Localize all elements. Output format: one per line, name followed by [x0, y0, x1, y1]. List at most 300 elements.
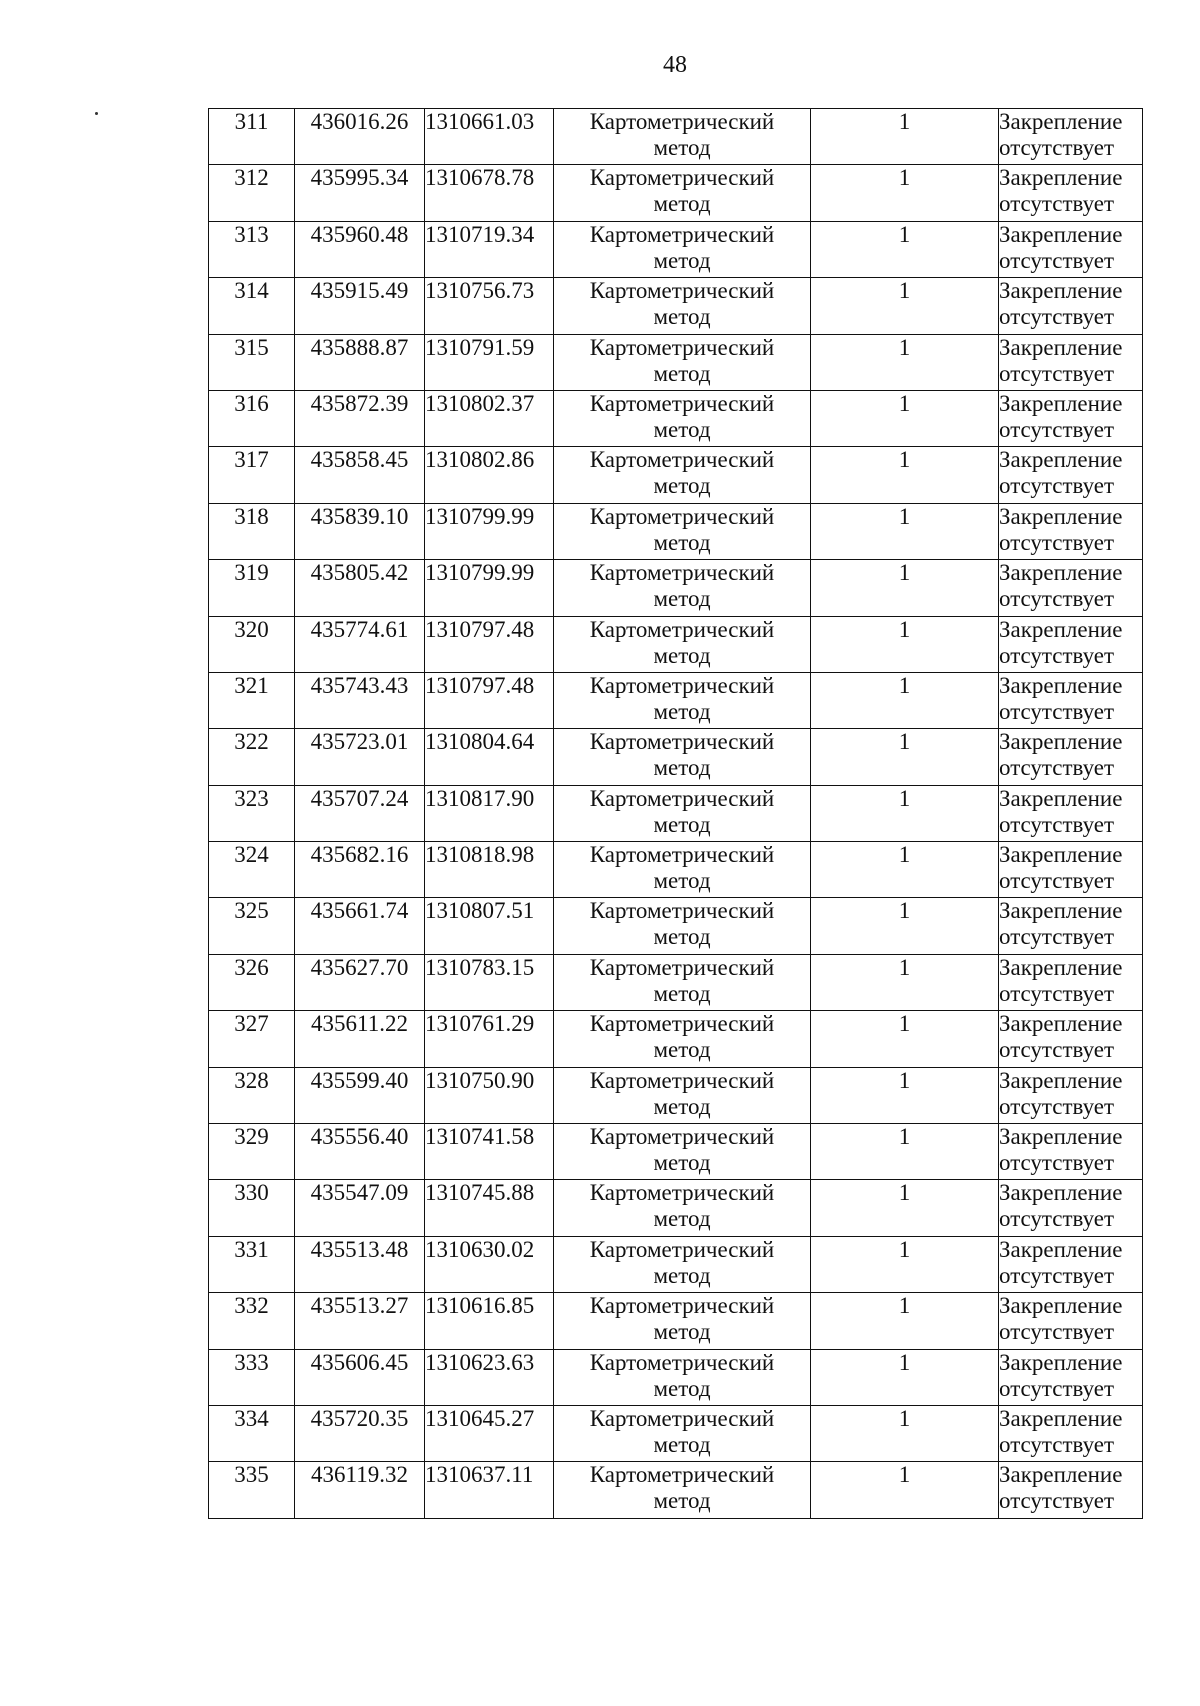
x-coordinate-cell — [295, 616, 425, 672]
method-cell — [554, 1011, 811, 1067]
note-line-2: отсутствует — [999, 191, 1115, 217]
method-cell — [554, 1349, 811, 1405]
note-line-2: отсутствует — [999, 586, 1115, 612]
note-cell — [999, 1124, 1143, 1180]
y-coordinate: 1310645.27 — [425, 1405, 535, 1431]
x-coordinate: 435858.45 — [310, 447, 409, 473]
note-cell — [999, 616, 1143, 672]
y-coordinate: 1310804.64 — [425, 729, 535, 755]
point-number-cell — [209, 1124, 295, 1180]
x-coordinate-cell — [295, 785, 425, 841]
y-coordinate: 1310817.90 — [425, 785, 535, 811]
method-cell — [554, 1462, 811, 1518]
method-line-2: метод — [653, 360, 711, 386]
note-line-2: отсутствует — [999, 360, 1115, 386]
y-coordinate-cell — [425, 447, 554, 503]
method-line-1: Картометрический — [589, 785, 775, 811]
table-row — [209, 109, 1143, 165]
method-line-1: Картометрический — [589, 1293, 775, 1319]
count-value: 1 — [898, 334, 911, 360]
y-coordinate: 1310807.51 — [425, 898, 535, 924]
y-coordinate-cell — [425, 1405, 554, 1461]
table-row — [209, 1180, 1143, 1236]
note-line-2: отсутствует — [999, 980, 1115, 1006]
method-line-2: метод — [653, 247, 711, 273]
point-number: 330 — [234, 1180, 269, 1206]
count-cell — [811, 898, 999, 954]
note-cell — [999, 954, 1143, 1010]
count-cell — [811, 729, 999, 785]
note-cell — [999, 672, 1143, 728]
x-coordinate: 435513.48 — [310, 1236, 409, 1262]
method-line-2: метод — [653, 1488, 711, 1514]
note-cell — [999, 1293, 1143, 1349]
x-coordinate: 435606.45 — [310, 1349, 409, 1375]
count-value: 1 — [898, 842, 911, 868]
count-cell — [811, 1405, 999, 1461]
point-number: 328 — [234, 1067, 269, 1093]
point-number: 331 — [234, 1236, 269, 1262]
method-line-1: Картометрический — [589, 278, 775, 304]
note-line-2: отсутствует — [999, 1037, 1115, 1063]
method-line-2: метод — [653, 135, 711, 160]
count-value: 1 — [898, 1462, 911, 1488]
x-coordinate: 436016.26 — [310, 109, 409, 134]
note-line-2: отсутствует — [999, 1206, 1115, 1232]
point-number: 317 — [234, 447, 269, 473]
y-coordinate: 1310623.63 — [425, 1349, 535, 1375]
x-coordinate-cell — [295, 898, 425, 954]
method-line-2: метод — [653, 416, 711, 442]
y-coordinate-cell — [425, 1293, 554, 1349]
note-line-1: Закрепление — [999, 672, 1123, 698]
x-coordinate: 435915.49 — [310, 278, 409, 304]
point-number: 334 — [234, 1405, 269, 1431]
method-cell — [554, 1293, 811, 1349]
table-row — [209, 898, 1143, 954]
note-line-1: Закрепление — [999, 165, 1123, 191]
point-number: 318 — [234, 503, 269, 529]
method-cell — [554, 1180, 811, 1236]
method-cell — [554, 165, 811, 221]
method-line-2: метод — [653, 191, 711, 217]
point-number-cell — [209, 1236, 295, 1292]
point-number-cell — [209, 1405, 295, 1461]
method-line-1: Картометрический — [589, 334, 775, 360]
margin-dot — [95, 112, 98, 115]
count-value: 1 — [898, 1293, 911, 1319]
method-line-1: Картометрический — [589, 447, 775, 473]
y-coordinate-cell — [425, 1349, 554, 1405]
method-line-1: Картометрический — [589, 165, 775, 191]
count-cell — [811, 1011, 999, 1067]
note-line-1: Закрепление — [999, 785, 1123, 811]
point-number-cell — [209, 503, 295, 559]
method-cell — [554, 1405, 811, 1461]
point-number-cell — [209, 616, 295, 672]
note-line-1: Закрепление — [999, 1293, 1123, 1319]
note-line-2: отсутствует — [999, 868, 1115, 894]
note-line-2: отсутствует — [999, 1262, 1115, 1288]
x-coordinate-cell — [295, 278, 425, 334]
x-coordinate-cell — [295, 672, 425, 728]
point-number-cell — [209, 1349, 295, 1405]
note-cell — [999, 1405, 1143, 1461]
count-cell — [811, 503, 999, 559]
method-cell — [554, 785, 811, 841]
count-value: 1 — [898, 729, 911, 755]
x-coordinate: 435723.01 — [310, 729, 409, 755]
x-coordinate-cell — [295, 842, 425, 898]
method-line-2: метод — [653, 1037, 711, 1063]
point-number-cell — [209, 785, 295, 841]
method-cell — [554, 1236, 811, 1292]
count-value: 1 — [898, 503, 911, 529]
y-coordinate: 1310719.34 — [425, 221, 535, 247]
y-coordinate-cell — [425, 503, 554, 559]
method-line-1: Картометрический — [589, 1067, 775, 1093]
method-line-1: Картометрический — [589, 560, 775, 586]
x-coordinate-cell — [295, 1067, 425, 1123]
x-coordinate-cell — [295, 729, 425, 785]
y-coordinate-cell — [425, 898, 554, 954]
y-coordinate-cell — [425, 334, 554, 390]
count-value: 1 — [898, 1349, 911, 1375]
x-coordinate: 435556.40 — [310, 1124, 409, 1150]
y-coordinate: 1310741.58 — [425, 1124, 535, 1150]
method-cell — [554, 616, 811, 672]
count-cell — [811, 221, 999, 277]
method-line-2: метод — [653, 1375, 711, 1401]
coordinates-table — [208, 108, 1143, 1519]
method-cell — [554, 109, 811, 165]
count-value: 1 — [898, 672, 911, 698]
y-coordinate: 1310761.29 — [425, 1011, 535, 1037]
table-row — [209, 278, 1143, 334]
note-line-2: отсутствует — [999, 642, 1115, 668]
note-line-2: отсутствует — [999, 1431, 1115, 1457]
note-line-1: Закрепление — [999, 1405, 1123, 1431]
x-coordinate-cell — [295, 1349, 425, 1405]
method-cell — [554, 447, 811, 503]
point-number-cell — [209, 842, 295, 898]
y-coordinate: 1310799.99 — [425, 560, 535, 586]
table-row — [209, 503, 1143, 559]
point-number-cell — [209, 447, 295, 503]
point-number: 315 — [234, 334, 269, 360]
y-coordinate: 1310802.37 — [425, 390, 535, 416]
y-coordinate-cell — [425, 954, 554, 1010]
table-row — [209, 1349, 1143, 1405]
note-cell — [999, 221, 1143, 277]
count-cell — [811, 560, 999, 616]
method-line-1: Картометрический — [589, 1462, 775, 1488]
y-coordinate: 1310616.85 — [425, 1293, 535, 1319]
y-coordinate-cell — [425, 1124, 554, 1180]
note-cell — [999, 1180, 1143, 1236]
note-line-1: Закрепление — [999, 1124, 1123, 1150]
method-line-2: метод — [653, 1262, 711, 1288]
count-cell — [811, 842, 999, 898]
note-line-2: отсутствует — [999, 1150, 1115, 1176]
y-coordinate-cell — [425, 390, 554, 446]
y-coordinate: 1310797.48 — [425, 672, 535, 698]
table-row — [209, 165, 1143, 221]
y-coordinate-cell — [425, 109, 554, 165]
x-coordinate: 435627.70 — [310, 954, 409, 980]
note-cell — [999, 1462, 1143, 1518]
table-row — [209, 1067, 1143, 1123]
point-number-cell — [209, 1462, 295, 1518]
note-cell — [999, 447, 1143, 503]
count-value: 1 — [898, 1067, 911, 1093]
point-number: 332 — [234, 1293, 269, 1319]
count-value: 1 — [898, 954, 911, 980]
x-coordinate: 435960.48 — [310, 221, 409, 247]
note-line-2: отсутствует — [999, 1488, 1115, 1514]
x-coordinate-cell — [295, 447, 425, 503]
y-coordinate-cell — [425, 616, 554, 672]
point-number: 321 — [234, 672, 269, 698]
point-number-cell — [209, 334, 295, 390]
table-row — [209, 672, 1143, 728]
count-value: 1 — [898, 109, 911, 134]
x-coordinate: 435707.24 — [310, 785, 409, 811]
x-coordinate-cell — [295, 1011, 425, 1067]
point-number: 324 — [234, 842, 269, 868]
method-line-1: Картометрический — [589, 109, 775, 134]
x-coordinate-cell — [295, 954, 425, 1010]
note-cell — [999, 390, 1143, 446]
x-coordinate-cell — [295, 1124, 425, 1180]
method-line-1: Картометрический — [589, 221, 775, 247]
point-number-cell — [209, 954, 295, 1010]
x-coordinate: 435720.35 — [310, 1405, 409, 1431]
note-line-2: отсутствует — [999, 529, 1115, 555]
point-number-cell — [209, 165, 295, 221]
method-cell — [554, 1124, 811, 1180]
table-row — [209, 954, 1143, 1010]
y-coordinate: 1310661.03 — [425, 109, 535, 134]
table-row — [209, 1124, 1143, 1180]
x-coordinate: 435888.87 — [310, 334, 409, 360]
method-line-1: Картометрический — [589, 898, 775, 924]
note-cell — [999, 109, 1143, 165]
point-number: 327 — [234, 1011, 269, 1037]
x-coordinate-cell — [295, 1405, 425, 1461]
method-cell — [554, 560, 811, 616]
point-number: 319 — [234, 560, 269, 586]
note-line-1: Закрепление — [999, 616, 1123, 642]
count-value: 1 — [898, 165, 911, 191]
method-cell — [554, 842, 811, 898]
x-coordinate-cell — [295, 1236, 425, 1292]
note-line-1: Закрепление — [999, 1067, 1123, 1093]
count-value: 1 — [898, 898, 911, 924]
note-line-2: отсутствует — [999, 1093, 1115, 1119]
note-line-1: Закрепление — [999, 842, 1123, 868]
x-coordinate-cell — [295, 503, 425, 559]
table-row — [209, 616, 1143, 672]
point-number-cell — [209, 672, 295, 728]
count-cell — [811, 1349, 999, 1405]
y-coordinate: 1310678.78 — [425, 165, 535, 191]
table-row — [209, 221, 1143, 277]
y-coordinate-cell — [425, 729, 554, 785]
point-number: 322 — [234, 729, 269, 755]
y-coordinate-cell — [425, 1180, 554, 1236]
x-coordinate: 435774.61 — [310, 616, 409, 642]
note-line-1: Закрепление — [999, 560, 1123, 586]
count-value: 1 — [898, 616, 911, 642]
note-cell — [999, 165, 1143, 221]
count-cell — [811, 165, 999, 221]
table-row — [209, 785, 1143, 841]
count-value: 1 — [898, 221, 911, 247]
note-cell — [999, 503, 1143, 559]
x-coordinate-cell — [295, 221, 425, 277]
count-cell — [811, 278, 999, 334]
method-line-1: Картометрический — [589, 1349, 775, 1375]
point-number-cell — [209, 1011, 295, 1067]
table-row — [209, 1236, 1143, 1292]
x-coordinate-cell — [295, 560, 425, 616]
point-number: 329 — [234, 1124, 269, 1150]
count-cell — [811, 1067, 999, 1123]
note-line-1: Закрепление — [999, 729, 1123, 755]
count-cell — [811, 1236, 999, 1292]
method-cell — [554, 954, 811, 1010]
method-line-2: метод — [653, 755, 711, 781]
method-line-2: метод — [653, 642, 711, 668]
method-cell — [554, 334, 811, 390]
count-value: 1 — [898, 278, 911, 304]
method-line-2: метод — [653, 1319, 711, 1345]
count-cell — [811, 109, 999, 165]
method-line-2: метод — [653, 1093, 711, 1119]
note-cell — [999, 898, 1143, 954]
y-coordinate-cell — [425, 1462, 554, 1518]
method-line-1: Картометрический — [589, 616, 775, 642]
method-cell — [554, 503, 811, 559]
note-line-2: отсутствует — [999, 1319, 1115, 1345]
method-cell — [554, 221, 811, 277]
method-line-1: Картометрический — [589, 1124, 775, 1150]
count-value: 1 — [898, 560, 911, 586]
point-number: 320 — [234, 616, 269, 642]
point-number: 316 — [234, 390, 269, 416]
y-coordinate-cell — [425, 672, 554, 728]
count-cell — [811, 447, 999, 503]
y-coordinate-cell — [425, 1236, 554, 1292]
count-value: 1 — [898, 447, 911, 473]
note-line-1: Закрепление — [999, 898, 1123, 924]
table-row — [209, 1293, 1143, 1349]
note-line-2: отсутствует — [999, 304, 1115, 330]
x-coordinate: 435547.09 — [310, 1180, 409, 1206]
x-coordinate: 435611.22 — [311, 1011, 408, 1037]
page-number: 48 — [663, 52, 687, 78]
point-number: 312 — [234, 165, 269, 191]
count-value: 1 — [898, 1405, 911, 1431]
method-cell — [554, 278, 811, 334]
note-line-1: Закрепление — [999, 503, 1123, 529]
count-cell — [811, 1124, 999, 1180]
note-line-2: отсутствует — [999, 416, 1115, 442]
method-line-1: Картометрический — [589, 390, 775, 416]
count-cell — [811, 785, 999, 841]
x-coordinate: 435743.43 — [310, 672, 409, 698]
x-coordinate: 435805.42 — [310, 560, 409, 586]
y-coordinate: 1310799.99 — [425, 503, 535, 529]
method-line-2: метод — [653, 980, 711, 1006]
count-value: 1 — [898, 1236, 911, 1262]
note-line-2: отсутствует — [999, 247, 1115, 273]
method-line-2: метод — [653, 529, 711, 555]
method-line-2: метод — [653, 698, 711, 724]
count-cell — [811, 954, 999, 1010]
note-line-2: отсутствует — [999, 755, 1115, 781]
method-line-2: метод — [653, 924, 711, 950]
point-number-cell — [209, 221, 295, 277]
count-cell — [811, 1462, 999, 1518]
note-line-2: отсутствует — [999, 811, 1115, 837]
x-coordinate-cell — [295, 1180, 425, 1236]
point-number: 323 — [234, 785, 269, 811]
point-number-cell — [209, 729, 295, 785]
method-line-2: метод — [653, 1150, 711, 1176]
method-line-1: Картометрический — [589, 1011, 775, 1037]
note-line-1: Закрепление — [999, 447, 1123, 473]
count-cell — [811, 672, 999, 728]
x-coordinate-cell — [295, 390, 425, 446]
x-coordinate-cell — [295, 109, 425, 165]
table-row — [209, 842, 1143, 898]
point-number: 335 — [234, 1462, 269, 1488]
note-cell — [999, 1349, 1143, 1405]
method-line-2: метод — [653, 473, 711, 499]
table-row — [209, 729, 1143, 785]
method-line-2: метод — [653, 586, 711, 612]
x-coordinate: 435839.10 — [310, 503, 409, 529]
point-number: 313 — [234, 221, 269, 247]
count-cell — [811, 390, 999, 446]
method-cell — [554, 1067, 811, 1123]
point-number-cell — [209, 898, 295, 954]
point-number-cell — [209, 278, 295, 334]
note-cell — [999, 1067, 1143, 1123]
note-line-1: Закрепление — [999, 390, 1123, 416]
count-cell — [811, 616, 999, 672]
method-line-1: Картометрический — [589, 1236, 775, 1262]
y-coordinate-cell — [425, 1011, 554, 1067]
method-cell — [554, 390, 811, 446]
method-line-1: Картометрический — [589, 672, 775, 698]
coordinates-table-body — [209, 109, 1143, 1519]
y-coordinate-cell — [425, 221, 554, 277]
x-coordinate: 435661.74 — [310, 898, 409, 924]
note-line-1: Закрепление — [999, 278, 1123, 304]
y-coordinate: 1310791.59 — [425, 334, 535, 360]
note-line-1: Закрепление — [999, 1349, 1123, 1375]
note-line-1: Закрепление — [999, 221, 1123, 247]
table-row — [209, 1462, 1143, 1518]
x-coordinate: 435872.39 — [310, 390, 409, 416]
note-cell — [999, 278, 1143, 334]
method-line-1: Картометрический — [589, 503, 775, 529]
x-coordinate: 436119.32 — [311, 1462, 408, 1488]
y-coordinate: 1310802.86 — [425, 447, 535, 473]
